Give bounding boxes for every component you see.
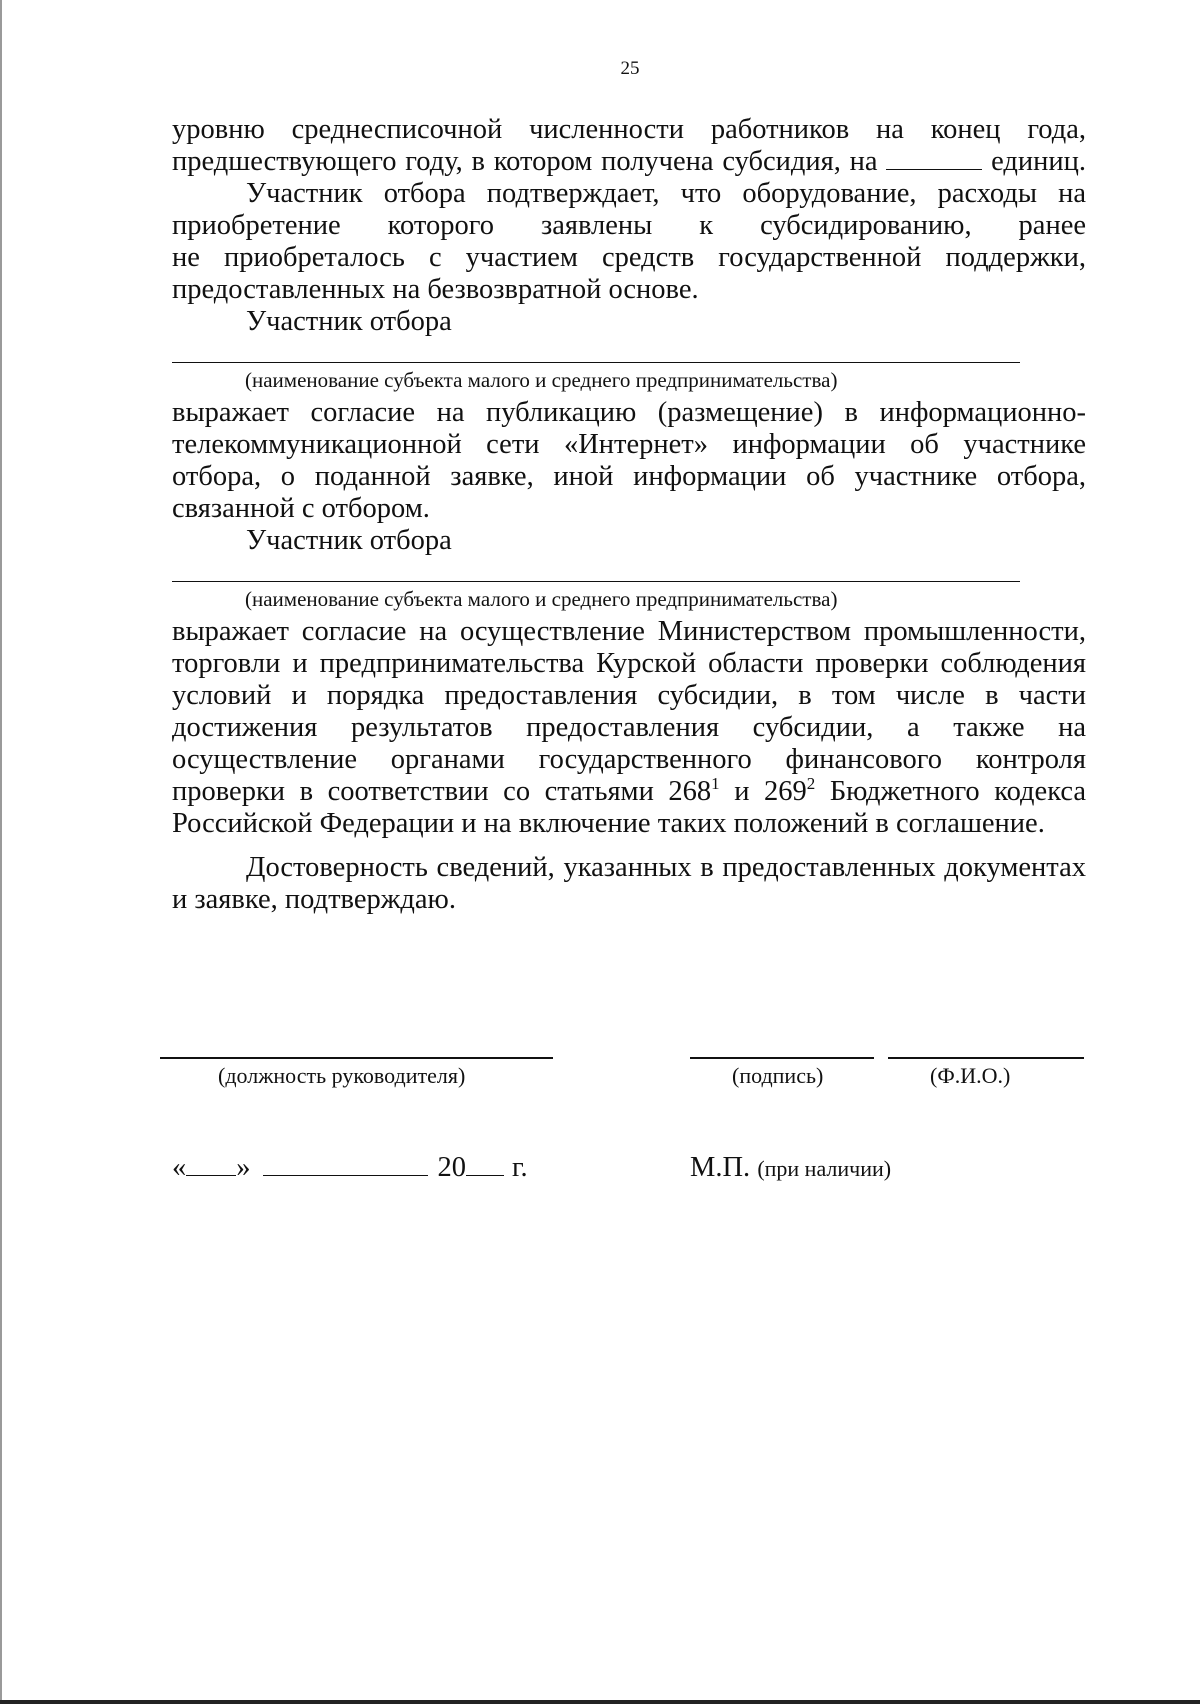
- para2-line3: не приобреталось с участием средств государственной поддержки,: [172, 242, 1086, 273]
- employee-count-blank: [886, 147, 982, 170]
- certify-line2: и заявке, подтверждаю.: [172, 884, 456, 915]
- page-number: 25: [620, 58, 640, 79]
- certify-line1: Достоверность сведений, указанных в предоставленных документах: [246, 852, 1086, 883]
- consent2-line7: Российской Федерации и на включение таких положений в соглашение.: [172, 808, 1045, 839]
- date-close-quote: »: [236, 1152, 251, 1183]
- article-268-sup: 1: [711, 774, 720, 793]
- consent1-line2: телекоммуникационной сети «Интернет» информации об участнике: [172, 429, 1086, 460]
- consent2-line3: условий и порядка предоставления субсидии, в том числе в части: [172, 680, 1086, 711]
- full-name-line: [888, 1057, 1084, 1059]
- consent2-caption: (наименование субъекта малого и среднего предпринимательства): [245, 587, 838, 611]
- consent1-heading: Участник отбора: [246, 306, 452, 337]
- stamp-row: [690, 1151, 891, 1186]
- date-row: [172, 1151, 528, 1185]
- para1-line2-unit: единиц.: [991, 146, 1086, 177]
- consent2-line2: торговли и предпринимательства Курской области проверки соблюдения: [172, 648, 1086, 679]
- consent2-line6-a: проверки в соответствии со статьями 268: [172, 776, 712, 807]
- date-day-blank: [186, 1151, 236, 1176]
- para1-line2-text: предшествующего году, в котором получена субсидия, на: [172, 146, 878, 177]
- consent1-line3: отбора, о поданной заявке, иной информации об участнике отбора,: [172, 461, 1086, 492]
- date-year-suffix: г.: [512, 1152, 528, 1183]
- para1-line2: [172, 146, 1086, 178]
- consent1-line1: выражает согласие на публикацию (размещение) в информационно-: [172, 397, 1086, 428]
- position-signature-line: [160, 1057, 553, 1059]
- date-year-blank: [466, 1151, 504, 1176]
- para2-line1: Участник отбора подтверждает, что оборудование, расходы на: [246, 178, 1086, 209]
- signature-line: [690, 1057, 874, 1059]
- full-name-caption: (Ф.И.О.): [930, 1063, 1011, 1088]
- consent1-name-line: [172, 362, 1020, 363]
- date-month-blank: [263, 1151, 428, 1176]
- scan-edge-left: [0, 0, 2, 1704]
- consent2-line1: выражает согласие на осуществление Министерством промышленности,: [172, 616, 1086, 647]
- document-body: [172, 114, 1086, 916]
- consent2-line4: достижения результатов предоставления субсидии, а также на: [172, 712, 1086, 743]
- position-caption: (должность руководителя): [218, 1063, 466, 1088]
- consent2-line6: [172, 776, 1086, 808]
- stamp-note: (при наличии): [757, 1156, 892, 1181]
- para2-line2: приобретение которого заявлены к субсидированию, ранее: [172, 210, 1086, 241]
- signature-caption: (подпись): [732, 1063, 824, 1088]
- consent2-name-line: [172, 581, 1020, 582]
- consent1-caption: (наименование субъекта малого и среднего предпринимательства): [245, 368, 838, 392]
- article-269-sup: 2: [806, 774, 816, 793]
- consent2-line5: осуществление органами государственного финансового контроля: [172, 744, 1086, 775]
- consent2-heading: Участник отбора: [246, 525, 452, 556]
- date-open-quote: «: [172, 1152, 187, 1183]
- scan-edge-bottom: [0, 1700, 1200, 1704]
- stamp-label: М.П.: [690, 1152, 751, 1183]
- consent1-line4: связанной с отбором.: [172, 493, 430, 524]
- para1-line1: уровню среднесписочной численности работников на конец года,: [172, 114, 1086, 145]
- consent2-line6-b: и 269: [719, 776, 807, 807]
- consent2-line6-c: Бюджетного кодекса: [815, 776, 1086, 807]
- date-year-prefix: 20: [437, 1152, 466, 1183]
- para2-line4: предоставленных на безвозвратной основе.: [172, 274, 699, 305]
